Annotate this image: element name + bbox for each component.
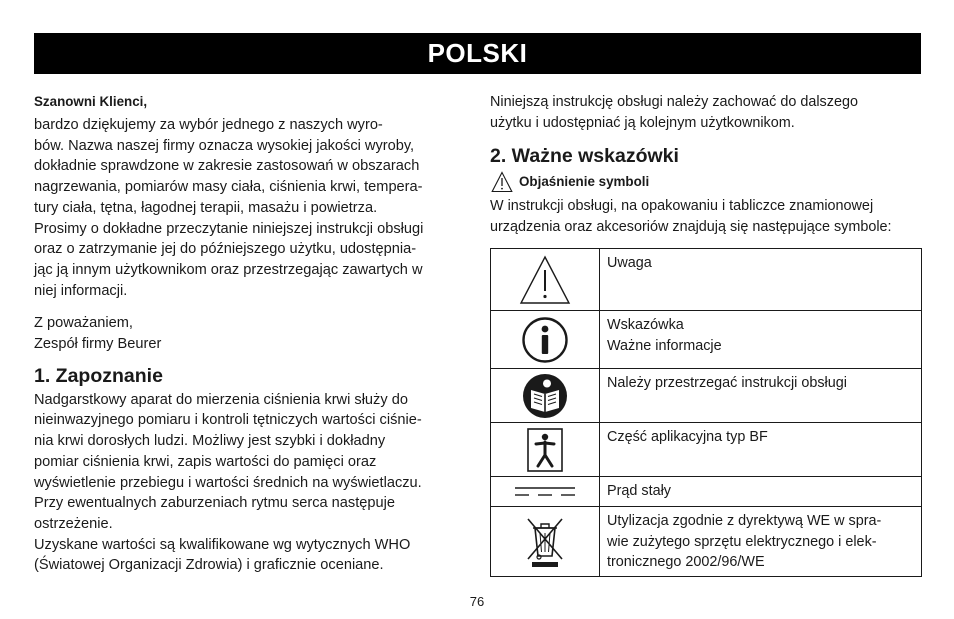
symbol-description: Część aplikacyjna typ BF bbox=[607, 429, 768, 445]
intro-line: oraz o zatrzymanie jej do późniejszego użytku, udostępnia- bbox=[34, 241, 417, 258]
keep-manual-paragraph bbox=[490, 92, 922, 133]
read-instructions-icon bbox=[522, 373, 568, 419]
warning-triangle-icon bbox=[491, 171, 513, 193]
symbol-icon-cell bbox=[491, 311, 600, 369]
intro-paragraph bbox=[34, 115, 464, 301]
body-line: nieinwazyjnego pomiaru i kontroli tętniczych wartości ciśnie- bbox=[34, 412, 422, 429]
salutation: Szanowni Klienci, bbox=[34, 94, 148, 109]
symbol-description-cell bbox=[600, 477, 922, 507]
body-line: urządzenia oraz akcesoriów znajdują się następujące symbole: bbox=[490, 219, 892, 236]
symbol-description-cell bbox=[600, 311, 922, 369]
symbol-icon-cell bbox=[491, 507, 600, 577]
symbol-description: Uwaga bbox=[607, 255, 652, 271]
intro-line: bardzo dziękujemy za wybór jednego z naszych wyro- bbox=[34, 117, 383, 133]
body-line: (Światowej Organizacji Zdrowia) i graficznie oceniane. bbox=[34, 557, 384, 574]
intro-line: dokładnie sprawdzone w zakresie zastosowań w obszarach bbox=[34, 158, 420, 175]
regards-block bbox=[34, 313, 464, 354]
symbol-description: Wskazówka bbox=[607, 317, 684, 333]
table-row bbox=[491, 311, 922, 369]
body-line: W instrukcji obsługi, na opakowaniu i tabliczce znamionowej bbox=[490, 198, 874, 215]
info-icon bbox=[521, 316, 569, 364]
body-line: Niniejszą instrukcję obsługi należy zachować do dalszego bbox=[490, 94, 858, 110]
warning-triangle-icon bbox=[519, 255, 571, 305]
left-column bbox=[34, 92, 464, 576]
body-line: użytku i udostępniać ją kolejnym użytkownikom. bbox=[490, 114, 795, 131]
section-2-title: 2. Ważne wskazówki bbox=[490, 145, 679, 168]
body-line: ostrzeżenie. bbox=[34, 515, 113, 532]
section-1-body bbox=[34, 390, 464, 576]
symbol-description: tronicznego 2002/96/WE bbox=[607, 554, 765, 570]
symbols-heading: Objaśnienie symboli bbox=[519, 174, 650, 190]
direct-current-icon bbox=[513, 486, 577, 498]
intro-line: niej informacji. bbox=[34, 282, 128, 299]
symbol-description: Należy przestrzegać instrukcji obsługi bbox=[607, 375, 847, 391]
symbol-icon-cell bbox=[491, 423, 600, 477]
table-row bbox=[491, 249, 922, 311]
weee-bin-icon bbox=[525, 516, 565, 568]
symbols-table bbox=[490, 248, 922, 577]
body-line: Uzyskane wartości są kwalifikowane wg wytycznych WHO bbox=[34, 536, 411, 553]
body-line: Nadgarstkowy aparat do mierzenia ciśnienia krwi służy do bbox=[34, 391, 408, 408]
symbol-icon-cell bbox=[491, 477, 600, 507]
body-line: pomiar ciśnienia krwi, zapis wartości do pamięci oraz bbox=[34, 453, 377, 470]
intro-line: Prosimy o dokładne przeczytanie niniejszej instrukcji obsługi bbox=[34, 220, 424, 237]
regards-line: Z poważaniem, bbox=[34, 315, 133, 332]
symbol-description: Ważne informacje bbox=[607, 337, 722, 354]
symbol-description: Utylizacja zgodnie z dyrektywą WE w spra- bbox=[607, 513, 882, 529]
intro-line: jąc ją innym użytkownikom oraz przestrzegając zawartych w bbox=[34, 261, 423, 278]
right-column bbox=[490, 92, 922, 238]
intro-line: nagrzewania, pomiarów masy ciała, ciśnienia krwi, tempera- bbox=[34, 179, 423, 196]
symbol-description: wie zużytego sprzętu elektrycznego i elek- bbox=[607, 533, 877, 550]
symbols-intro bbox=[490, 196, 922, 237]
symbol-description-cell bbox=[600, 507, 922, 577]
symbol-icon-cell bbox=[491, 369, 600, 423]
page-number: 76 bbox=[469, 594, 485, 609]
symbol-description-cell bbox=[600, 423, 922, 477]
table-row bbox=[491, 507, 922, 577]
language-title: POLSKI bbox=[427, 38, 528, 68]
table-row bbox=[491, 369, 922, 423]
intro-line: tury ciała, tętna, łagodnej terapii, masażu i powietrza. bbox=[34, 199, 378, 216]
table-row bbox=[491, 477, 922, 507]
symbol-description-cell bbox=[600, 249, 922, 311]
symbol-icon-cell bbox=[491, 249, 600, 311]
body-line: wyświetlenie przebiegu i wartości średnich na wyświetlaczu. bbox=[34, 474, 422, 491]
section-1-title: 1. Zapoznanie bbox=[34, 364, 163, 387]
symbol-description-cell bbox=[600, 369, 922, 423]
symbols-heading-row bbox=[490, 168, 922, 196]
table-row bbox=[491, 423, 922, 477]
type-bf-icon bbox=[527, 428, 563, 472]
body-line: Przy ewentualnych zaburzeniach rytmu serca następuje bbox=[34, 495, 395, 512]
body-line: nia krwi dorosłych ludzi. Możliwy jest szybki i dokładny bbox=[34, 433, 386, 450]
signature-line: Zespół firmy Beurer bbox=[34, 336, 162, 353]
symbol-description: Prąd stały bbox=[607, 483, 671, 499]
language-banner bbox=[34, 33, 921, 74]
intro-line: bów. Nazwa naszej firmy oznacza wysokiej jakości wyroby, bbox=[34, 137, 415, 154]
